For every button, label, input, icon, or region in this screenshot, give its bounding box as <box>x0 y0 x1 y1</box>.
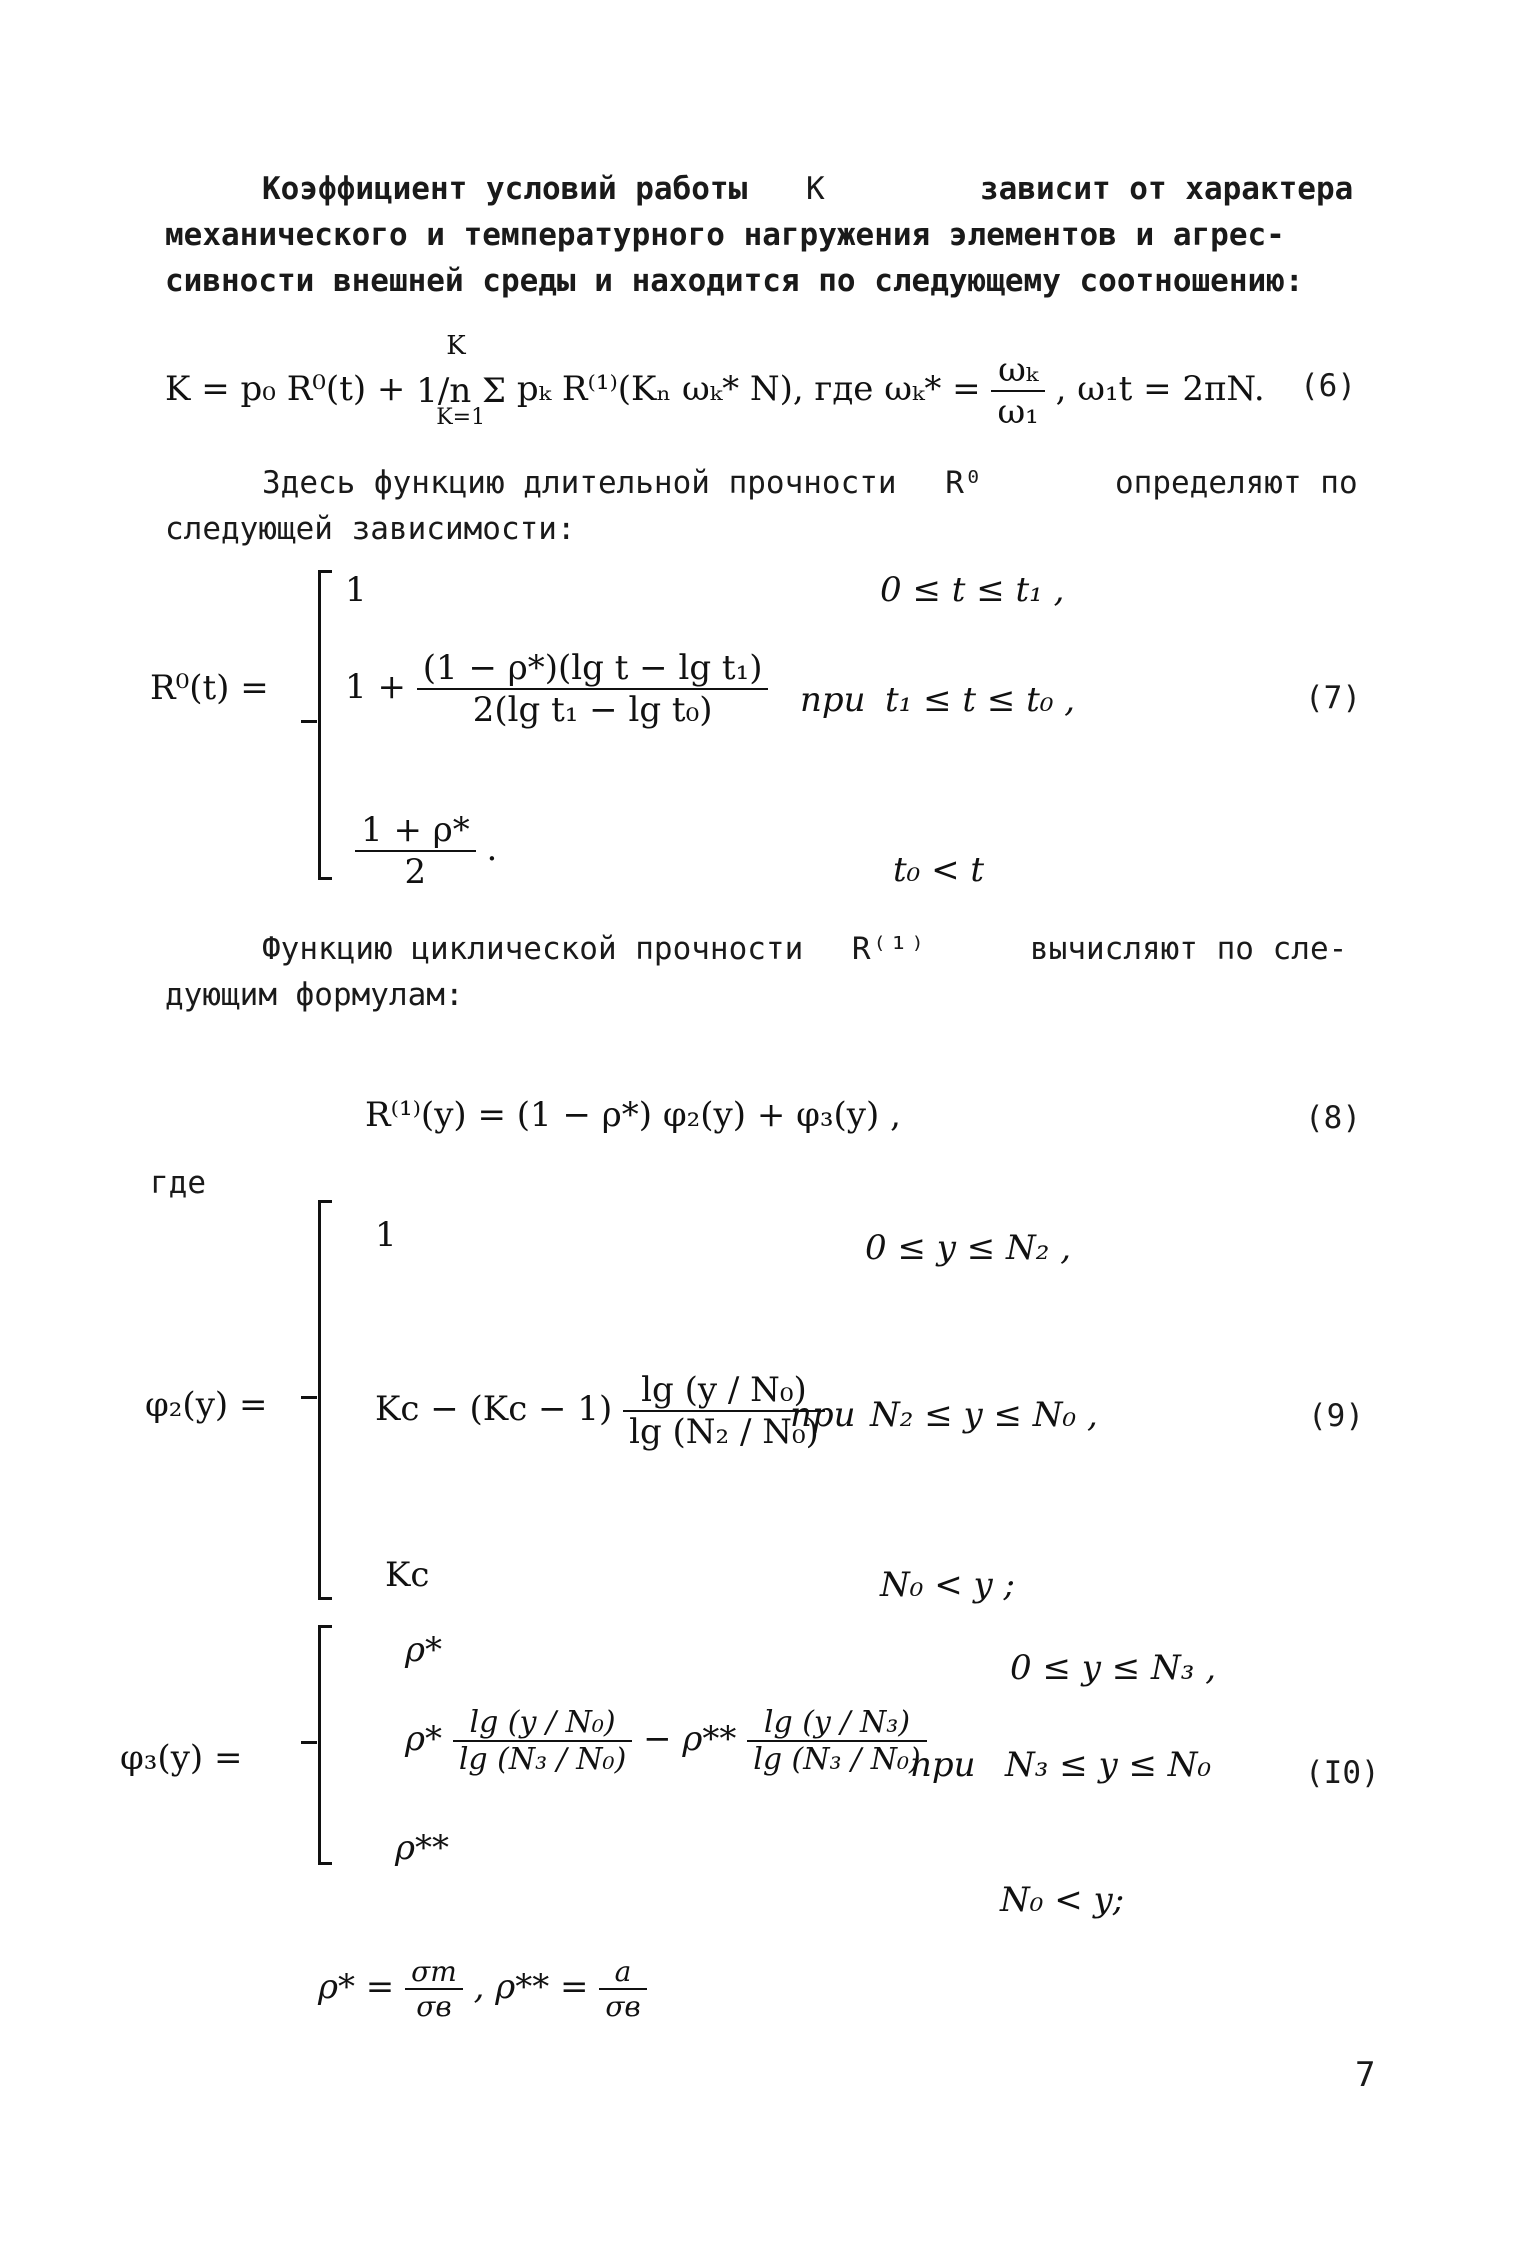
eq7-lhs: R⁰(t) = <box>150 668 269 708</box>
eq9-lhs: φ₂(y) = <box>145 1385 268 1425</box>
eq10-num1: lg (y / N₀) <box>453 1705 632 1742</box>
eq9-cond2: N₂ ≤ y ≤ N₀ , <box>870 1395 1098 1435</box>
para1-line1-b: зависит от характера <box>980 171 1354 207</box>
eq10-den2: lg (N₃ / N₀) <box>753 1742 921 1777</box>
eq7-case2 <box>345 648 768 730</box>
eq6-sum-lim: K=1 <box>436 405 486 430</box>
eq10-brace <box>318 1625 321 1865</box>
eq10-case3: ρ** <box>395 1828 449 1868</box>
eq6-frac-num: ωₖ <box>991 350 1044 392</box>
para2-line1-a: Здесь функцию длительной прочности <box>262 465 897 501</box>
para3-line1-b: вычисляют по сле- <box>1030 931 1348 967</box>
eq9-case2-den: lg (N₂ / N₀) <box>629 1412 819 1452</box>
rho1-lhs: ρ* = <box>318 1967 395 2007</box>
eq7-case2-pre: 1 + <box>345 667 406 707</box>
para3-line2: дующим формулам: <box>165 977 464 1013</box>
eq7-case2-num: (1 − ρ*)(lg t − lg t₁) <box>417 648 769 690</box>
eq6-frac-den: ω₁ <box>997 392 1039 432</box>
para2-r0: R⁰ <box>945 465 983 501</box>
eq8-number: (8) <box>1305 1100 1361 1136</box>
para1-line2: механического и температурного нагружения элементов и агрес- <box>165 217 1285 253</box>
para3-r1: R⁽¹⁾ <box>851 931 927 967</box>
eq7-case3-den: 2 <box>404 852 427 892</box>
eq7-case3-dot: . <box>486 829 498 869</box>
rho1-den: σв <box>416 1990 452 2023</box>
eq10-pri: при <box>910 1745 976 1785</box>
eq6-sum-top: K <box>446 331 466 361</box>
para1-line3: сивности внешней среды и находится по следующему соотношению: <box>165 263 1304 299</box>
eq10-case1: ρ* <box>405 1630 442 1670</box>
eq7-case2-den: 2(lg t₁ − lg t₀) <box>472 690 713 730</box>
eq7-cond1: 0 ≤ t ≤ t₁ , <box>880 570 1065 610</box>
eq7-brace <box>318 570 321 880</box>
para3-line1 <box>262 926 927 972</box>
rho2-num: a <box>599 1955 646 1990</box>
eq7-case3 <box>355 810 497 892</box>
eq6-tail: , ω₁t = 2πN. <box>1055 369 1265 409</box>
para1-line1-a: Коэффициент условий работы <box>262 171 748 207</box>
rho1-num: σт <box>405 1955 463 1990</box>
eq10-cond1: 0 ≤ y ≤ N₃ , <box>1010 1648 1217 1688</box>
eq10-cond3: N₀ < y; <box>1000 1880 1125 1920</box>
eq9-brace <box>318 1200 321 1600</box>
page-number: 7 <box>1355 2055 1376 2095</box>
eq6-number: (6) <box>1300 368 1356 404</box>
eq6-body: pₖ R⁽¹⁾(Kₙ ωₖ* N), где ωₖ* = <box>516 369 992 409</box>
eq6-lhs: K = p₀ R⁰(t) + <box>165 369 417 409</box>
eq10-lhs: φ₃(y) = <box>120 1738 243 1778</box>
para2-line1 <box>262 460 983 506</box>
para1-line1 <box>262 166 825 212</box>
eq9-cond3: N₀ < y ; <box>880 1565 1015 1605</box>
eq7-cond3: t₀ < t <box>893 850 985 890</box>
equation-6 <box>165 331 1265 432</box>
eq10-den1: lg (N₃ / N₀) <box>458 1742 627 1777</box>
rho2-den: σв <box>605 1990 641 2023</box>
rho-definitions <box>318 1955 647 2023</box>
eq7-case3-num: 1 + ρ* <box>355 810 476 852</box>
para2-line2: следующей зависимости: <box>165 511 576 547</box>
eq9-case1: 1 <box>375 1215 397 1255</box>
eq9-number: (9) <box>1308 1398 1364 1434</box>
eq10-case2-a: ρ* <box>405 1719 442 1759</box>
gde-label: где <box>150 1165 206 1201</box>
para2-line1-b: определяют по <box>1115 465 1358 501</box>
eq9-pri: при <box>790 1395 856 1435</box>
eq7-number: (7) <box>1305 680 1361 716</box>
eq9-case2-num: lg (y / N₀) <box>623 1370 825 1412</box>
eq7-pri: при <box>800 680 866 720</box>
eq9-case2-pre: Kc − (Kc − 1) <box>375 1389 613 1429</box>
rho-sep: , ρ** = <box>473 1967 589 2007</box>
eq10-minus: − ρ** <box>643 1719 737 1759</box>
eq7-case1: 1 <box>345 570 367 610</box>
eq8-formula: R⁽¹⁾(y) = (1 − ρ*) φ₂(y) + φ₃(y) , <box>365 1095 901 1135</box>
eq9-cond1: 0 ≤ y ≤ N₂ , <box>865 1228 1072 1268</box>
eq6-sum: 1/n Σ <box>416 371 507 411</box>
eq7-cond2: t₁ ≤ t ≤ t₀ , <box>885 680 1076 720</box>
eq10-case2 <box>405 1705 927 1777</box>
eq9-case2 <box>375 1370 825 1452</box>
para3-line1-a: Функцию циклической прочности <box>262 931 804 967</box>
eq10-number: (I0) <box>1305 1755 1380 1791</box>
eq10-num2: lg (y / N₃) <box>747 1705 926 1742</box>
para1-k: K <box>805 171 825 207</box>
eq9-case3: Kc <box>385 1555 430 1595</box>
eq10-cond2: N₃ ≤ y ≤ N₀ <box>1005 1745 1212 1785</box>
